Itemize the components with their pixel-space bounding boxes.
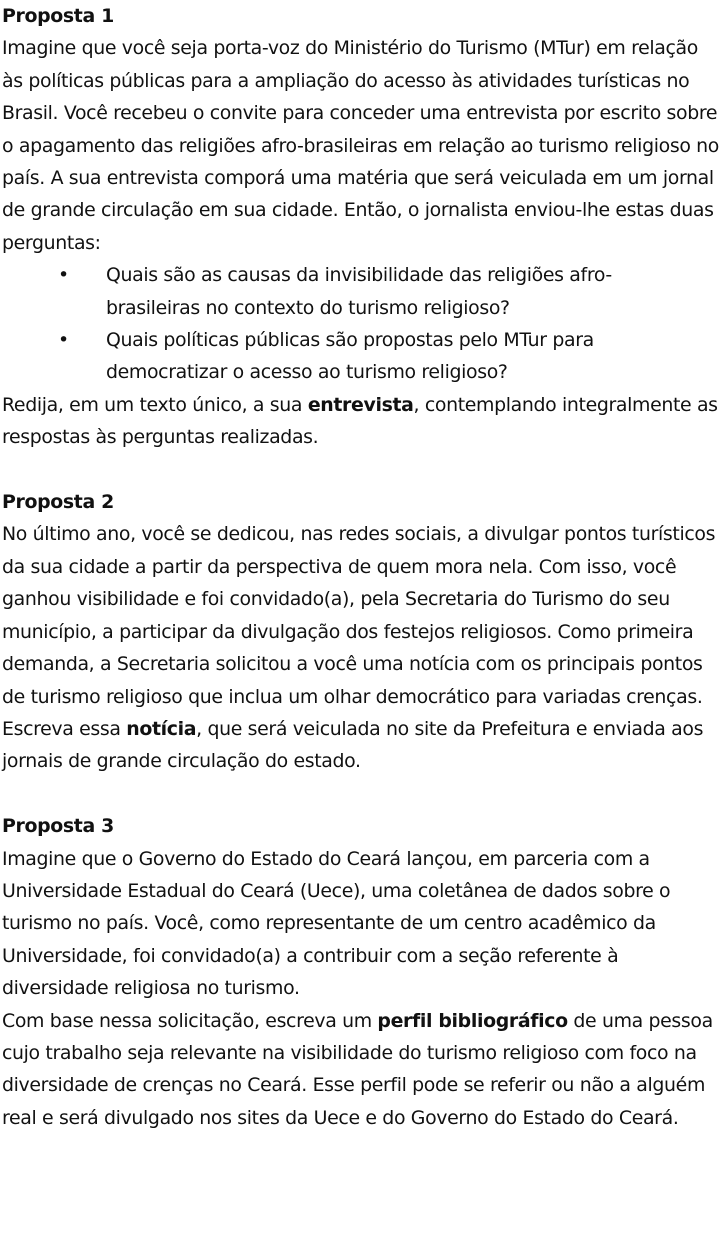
- question-list: [2, 259, 720, 389]
- task-text-before: Com base nessa solicitação, escreva um: [2, 1009, 378, 1032]
- proposal-task: [2, 389, 720, 454]
- proposal-title: Proposta 2: [2, 491, 114, 514]
- task-text-after: , que será veiculada no site da Prefeitura e enviada aos jornais de grande circulação do estado.: [2, 717, 704, 773]
- task-text-after: de uma pessoa cujo trabalho seja relevante na visibilidade do turismo religioso com foco na diversidade de crenças no Ceará. Esse perfil pode se referir ou não a alguém real e será divulgado nos sites da Uece e do Governo do Estado do Ceará.: [2, 1009, 713, 1129]
- proposal-task: [2, 1005, 720, 1135]
- proposal-title: Proposta 1: [2, 5, 114, 27]
- question-item: [2, 259, 720, 324]
- proposal-2: [2, 486, 720, 778]
- question-item: [2, 324, 720, 389]
- question-text: Quais políticas públicas são propostas pelo MTur para democratizar o acesso ao turismo religioso?: [106, 329, 594, 384]
- proposal-1: [2, 0, 720, 454]
- task-genre: perfil bibliográfico: [377, 1009, 568, 1032]
- bullet-icon: •: [58, 329, 69, 352]
- proposal-task: [2, 713, 720, 778]
- task-text-before: Escreva essa: [2, 717, 127, 740]
- bullet-icon: •: [58, 264, 69, 287]
- task-genre: entrevista: [307, 393, 414, 416]
- question-text: Quais são as causas da invisibilidade das religiões afro-brasileiras no contexto do turismo religioso?: [106, 264, 612, 319]
- proposal-intro: Imagine que o Governo do Estado do Ceará lançou, em parceria com a Universidade Estadual do Ceará (Uece), uma coletânea de dados sobre o turismo no país. Você, como representante de um centro acadêmico da Universidade, foi convidado(a) a contribuir com a seção referente à diversidade religiosa no turismo.: [2, 847, 671, 1000]
- proposal-intro: No último ano, você se dedicou, nas redes sociais, a divulgar pontos turísticos da sua cidade a partir da perspectiva de quem mora nela. Com isso, você ganhou visibilidade e foi convidado(a), pela Secretaria do Turismo do seu município, a participar da divulgação dos festejos religiosos. Como primeira demanda, a Secretaria solicitou a você uma notícia com os principais pontos de turismo religioso que inclua um olhar democrático para variadas crenças.: [2, 523, 716, 708]
- task-text-before: Redija, em um texto único, a sua: [2, 393, 308, 416]
- task-text-after: , contemplando integralmente as respostas às perguntas realizadas.: [2, 393, 718, 449]
- proposal-intro: Imagine que você seja porta-voz do Ministério do Turismo (MTur) em relação às políticas públicas para a ampliação do acesso às atividades turísticas no Brasil. Você recebeu o convite para conceder uma entrevista por escrito sobre o apagamento das religiões afro-brasileiras em relação ao turismo religioso no país. A sua entrevista comporá uma matéria que será veiculada em um jornal de grande circulação em sua cidade. Então, o jornalista enviou-lhe estas duas perguntas:: [2, 37, 720, 254]
- proposal-title: Proposta 3: [2, 815, 114, 838]
- proposal-3: [2, 810, 720, 1134]
- task-genre: notícia: [126, 717, 197, 740]
